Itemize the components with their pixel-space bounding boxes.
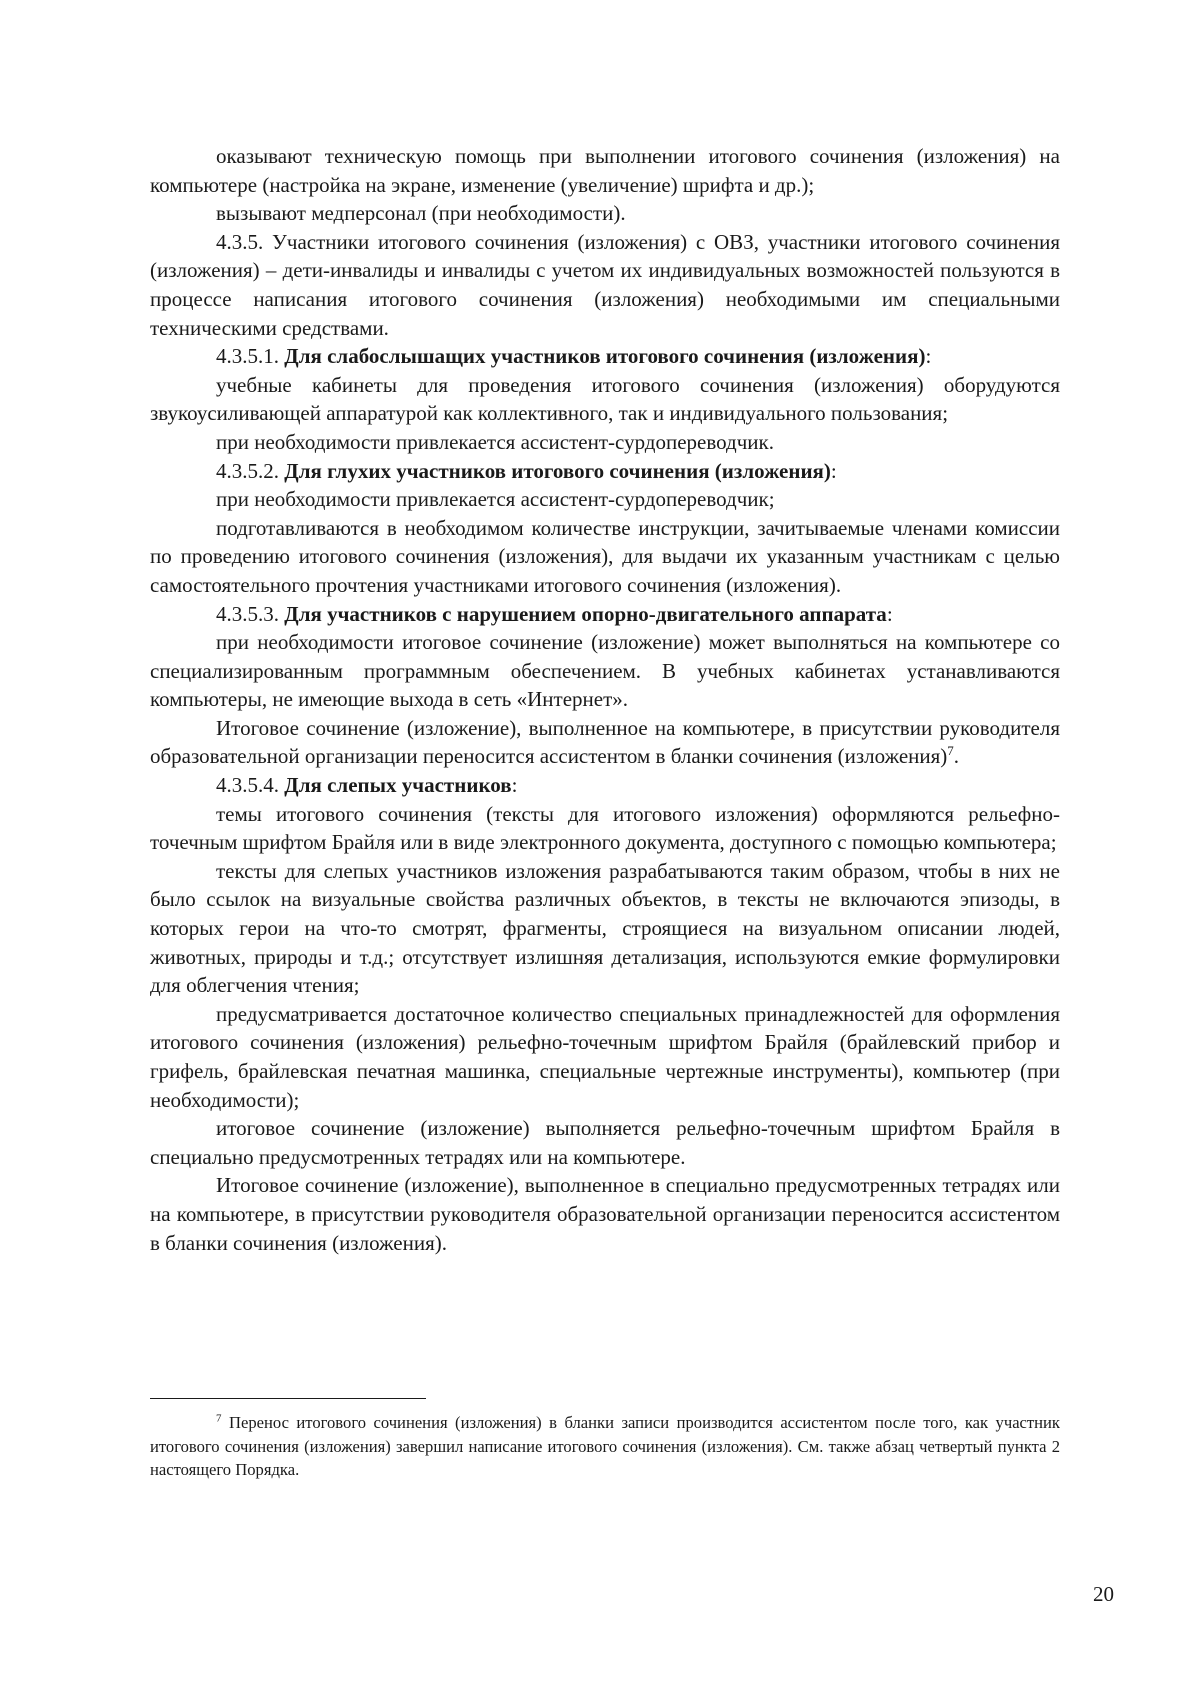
paragraph <box>150 371 1060 428</box>
paragraph-text: темы итогового сочинения (тексты для итогового изложения) оформляются рельефно-точечным шрифтом Брайля или в виде электронного документа, доступного с помощью компьютера; <box>150 801 1060 855</box>
paragraph-text: при необходимости привлекается ассистент-сурдопереводчик; <box>216 487 775 512</box>
paragraph <box>150 1000 1060 1114</box>
paragraph-text: итоговое сочинение (изложение) выполняется рельефно-точечным шрифтом Брайля в специально предусмотренных тетрадях или на компьютере. <box>150 1116 1060 1169</box>
footnote-divider <box>150 1398 426 1399</box>
section-heading-4-3-5-1 <box>150 342 1060 371</box>
footnote-text: Перенос итогового сочинения (изложения) в бланки записи производится ассистентом после того, как участник итогового сочинения (изложения) завершил написание итогового сочинения (изложения). См. также абзац четвертый пункта 2 настоящего Порядка. <box>150 1413 1060 1479</box>
section-number: 4.3.5.3. <box>216 601 285 626</box>
footnote-reference[interactable]: 7 <box>947 743 954 759</box>
paragraph-text: оказывают техническую помощь при выполнении итогового сочинения (изложения) на компьютере (настройка на экране, изменение (увеличение) шрифта и др.); <box>150 144 1060 197</box>
paragraph-text: тексты для слепых участников изложения разрабатываются таким образом, чтобы в них не было ссылок на визуальные свойства различных объектов, в тексты не включаются эпизоды, в которых герои на что-то смотрят, фрагменты, строящиеся на визуальном описании людей, животных, природы и т.д.; отсутствует излишняя детализация, используются емкие формулировки для облегчения чтения; <box>150 858 1060 998</box>
section-title: Для глухих участников итогового сочинения (изложения) <box>284 458 831 483</box>
paragraph <box>150 714 1060 771</box>
page-number: 20 <box>1093 1582 1114 1606</box>
paragraph <box>150 428 1060 457</box>
footnote <box>150 1411 1060 1482</box>
paragraph-text: при необходимости привлекается ассистент-сурдопереводчик. <box>216 429 774 454</box>
section-colon: : <box>830 458 837 483</box>
footnote-paragraph <box>150 1411 1060 1482</box>
section-number: 4.3.5.4. <box>216 773 285 798</box>
paragraph-end: . <box>953 744 960 769</box>
paragraph-text: 4.3.5. Участники итогового сочинения (изложения) с ОВЗ, участники итогового сочинения (изложения) – дети-инвалиды и инвалиды с учетом их индивидуальных возможностей пользуются в процессе написания итогового сочинения (изложения) необходимыми им специальными техническими средствами. <box>150 229 1060 340</box>
paragraph <box>150 228 1060 342</box>
paragraph-text: Итоговое сочинение (изложение), выполненное в специально предусмотренных тетрадях или на компьютере, в присутствии руководителя образовательной организации переносится ассистентом в бланки сочинения (изложения). <box>150 1173 1060 1255</box>
paragraph <box>150 199 1060 228</box>
paragraph <box>150 628 1060 714</box>
paragraph-text: предусматривается достаточное количество специальных принадлежностей для оформления итогового сочинения (изложения) рельефно-точечным шрифтом Брайля (брайлевский прибор и грифель, брайлевская печатная машинка, специальные чертежные инструменты), компьютер (при необходимости); <box>150 1001 1060 1112</box>
paragraph <box>150 800 1060 857</box>
section-heading-4-3-5-4 <box>150 771 1060 800</box>
section-title: Для участников с нарушением опорно-двигательного аппарата <box>284 601 887 626</box>
paragraph <box>150 514 1060 600</box>
paragraph <box>150 1114 1060 1171</box>
section-colon: : <box>511 773 518 798</box>
paragraph <box>150 857 1060 1000</box>
section-number: 4.3.5.1. <box>216 344 285 369</box>
section-heading-4-3-5-3 <box>150 600 1060 629</box>
footnote-marker: 7 <box>216 1412 222 1425</box>
section-title: Для слабослышащих участников итогового сочинения (изложения) <box>284 344 926 369</box>
paragraph-text: подготавливаются в необходимом количестве инструкции, зачитываемые членами комиссии по проведению итогового сочинения (изложения), для выдачи их указанным участникам с целью самостоятельного прочтения участниками итогового сочинения (изложения). <box>150 515 1060 597</box>
paragraph-text: при необходимости итоговое сочинение (изложение) может выполняться на компьютере со специализированным программным обеспечением. В учебных кабинетах устанавливаются компьютеры, не имеющие выхода в сеть «Интернет». <box>150 630 1060 712</box>
section-colon: : <box>886 601 893 626</box>
paragraph <box>150 485 1060 514</box>
section-colon: : <box>925 344 932 369</box>
document-body <box>150 142 1060 1257</box>
section-title: Для слепых участников <box>284 773 512 798</box>
paragraph-text: вызывают медперсонал (при необходимости). <box>216 201 626 226</box>
paragraph <box>150 1171 1060 1257</box>
section-heading-4-3-5-2 <box>150 457 1060 486</box>
paragraph <box>150 142 1060 199</box>
paragraph-text: учебные кабинеты для проведения итогового сочинения (изложения) оборудуются звукоусиливающей аппаратурой как коллективного, так и индивидуального пользования; <box>150 372 1060 426</box>
section-number: 4.3.5.2. <box>216 458 285 483</box>
paragraph-text: Итоговое сочинение (изложение), выполненное на компьютере, в присутствии руководителя образовательной организации переносится ассистентом в бланки сочинения (изложения) <box>150 715 1060 769</box>
